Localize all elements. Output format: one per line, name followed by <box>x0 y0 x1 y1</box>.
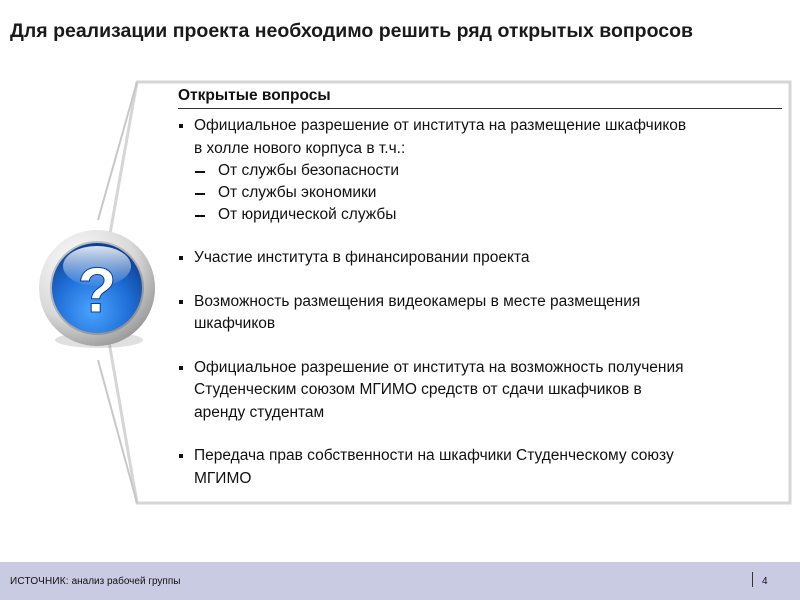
list-item-line: шкафчиков <box>194 315 276 332</box>
source-text: анализ рабочей группы <box>71 576 181 587</box>
list-item-line: Официальное разрешение от института на размещение шкафчиков <box>194 117 687 134</box>
dash-icon <box>195 193 205 195</box>
heading-divider <box>178 108 782 109</box>
list-item <box>178 247 778 270</box>
list-item <box>178 445 778 490</box>
sub-list-item-text: От юридической службы <box>218 206 397 223</box>
dash-icon <box>195 215 205 217</box>
list-item-line: аренду студентам <box>194 403 325 421</box>
bullet-icon <box>179 366 183 370</box>
list-item-line: в холле нового корпуса в т.ч.: <box>194 139 406 157</box>
sub-list-item <box>178 160 778 182</box>
sub-list-item <box>178 204 778 226</box>
bullet-icon <box>179 300 183 304</box>
source-note <box>10 576 180 587</box>
source-label: ИСТОЧНИК: <box>10 576 69 587</box>
list-item-line: Возможность размещения видеокамеры в месте размещения <box>194 292 641 310</box>
list-item-line: Передача прав собственности на шкафчики Студенческому союзу <box>194 447 674 464</box>
sub-list-item-text: От службы безопасности <box>218 162 400 179</box>
list-item <box>178 291 778 336</box>
list-item-line: Участие института в финансировании проекта <box>194 249 530 266</box>
bullet-icon <box>179 256 183 260</box>
page-number: 4 <box>762 576 768 587</box>
sub-list-item-text: От службы экономики <box>218 184 377 201</box>
list-item <box>178 115 778 160</box>
dash-icon <box>195 171 205 173</box>
list-item-line: Официальное разрешение от института на возможность получения <box>194 358 684 376</box>
bullet-icon <box>179 124 183 128</box>
svg-text:?: ? <box>77 254 117 326</box>
bullet-icon <box>179 454 183 458</box>
sub-list-item <box>178 182 778 204</box>
panel-heading: Открытые вопросы <box>178 87 331 104</box>
list-item <box>178 357 778 425</box>
list-item-line: Студенческим союзом МГИМО средств от сдачи шкафчиков в <box>194 381 642 398</box>
question-mark-icon <box>36 228 158 350</box>
slide-title: Для реализации проекта необходимо решить ряд открытых вопросов <box>10 20 693 42</box>
list-item-line: МГИМО <box>194 469 252 487</box>
page-number-divider <box>752 572 753 587</box>
open-issues-list <box>178 115 778 490</box>
